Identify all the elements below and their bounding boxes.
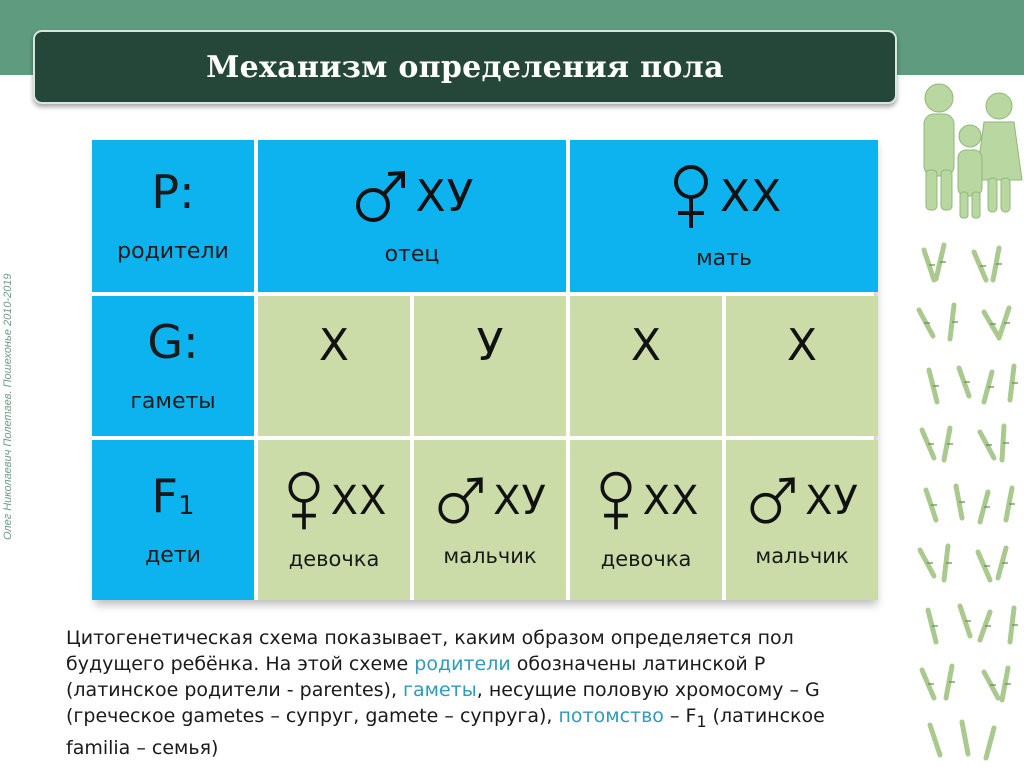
mother-label: мать	[696, 245, 752, 271]
mother-chromosomes: ХХ	[719, 171, 783, 222]
child-cell	[726, 440, 878, 600]
child-label: девочка	[600, 547, 692, 571]
parent-father	[258, 140, 566, 292]
author-credit: Олег Николаевич Полетаев. Пошехонье 2010-2019	[2, 273, 14, 540]
gamete-cell: Х	[258, 296, 410, 436]
row-symbol-p: P:	[151, 164, 195, 219]
parent-mother	[570, 140, 878, 292]
child-cell	[258, 440, 410, 600]
gamete-cell: У	[414, 296, 566, 436]
father-chromosomes: ХУ	[415, 171, 475, 222]
chromosome-pattern-icon	[919, 245, 1014, 758]
child-label: мальчик	[443, 544, 537, 568]
child-chromosomes: ХУ	[805, 478, 859, 524]
row-head-gametes	[92, 296, 254, 436]
male-symbol-icon	[433, 472, 489, 530]
gamete-cell: Х	[726, 296, 878, 436]
child-cell	[570, 440, 722, 600]
row-label-parents: родители	[117, 238, 229, 264]
row-head-parents	[92, 140, 254, 292]
row-head-children	[92, 440, 254, 600]
highlight-offspring: потомство	[558, 705, 664, 727]
row-label-children: дети	[145, 542, 201, 568]
female-symbol-icon	[666, 162, 716, 232]
family-icon	[924, 84, 1022, 218]
child-chromosomes: ХХ	[330, 478, 388, 524]
child-chromosomes: ХХ	[642, 478, 700, 524]
caption-text: Цитогенетическая схема показывает, каким образом определяется пол будущего ребёнка. На этой схеме родители обозначены латинской Р (латинское родители - parentes), гаметы, несущие половую хромосому – G (греческое gametes – супруг, gamete – супруга), потомство – $F_1$ (латинское familia – семья)	[66, 627, 825, 759]
male-symbol-icon	[350, 166, 412, 228]
male-symbol-icon	[745, 472, 801, 530]
father-label: отец	[384, 241, 440, 267]
child-label: мальчик	[755, 544, 849, 568]
child-chromosomes: ХУ	[493, 478, 547, 524]
female-symbol-icon	[593, 469, 639, 533]
highlight-gametes: гаметы	[403, 679, 477, 701]
female-symbol-icon	[281, 469, 327, 533]
child-label: девочка	[288, 547, 380, 571]
highlight-parents: родители	[414, 653, 511, 675]
row-symbol-g: G:	[147, 314, 199, 369]
row-symbol-f1: $F_1$	[151, 468, 195, 523]
sex-determination-table	[92, 140, 874, 600]
title-box	[33, 30, 897, 104]
gamete-cell: Х	[570, 296, 722, 436]
decoration-panel	[904, 80, 1024, 767]
row-label-gametes: гаметы	[130, 388, 216, 414]
child-cell	[414, 440, 566, 600]
slide-title: Механизм определения пола	[206, 49, 724, 85]
